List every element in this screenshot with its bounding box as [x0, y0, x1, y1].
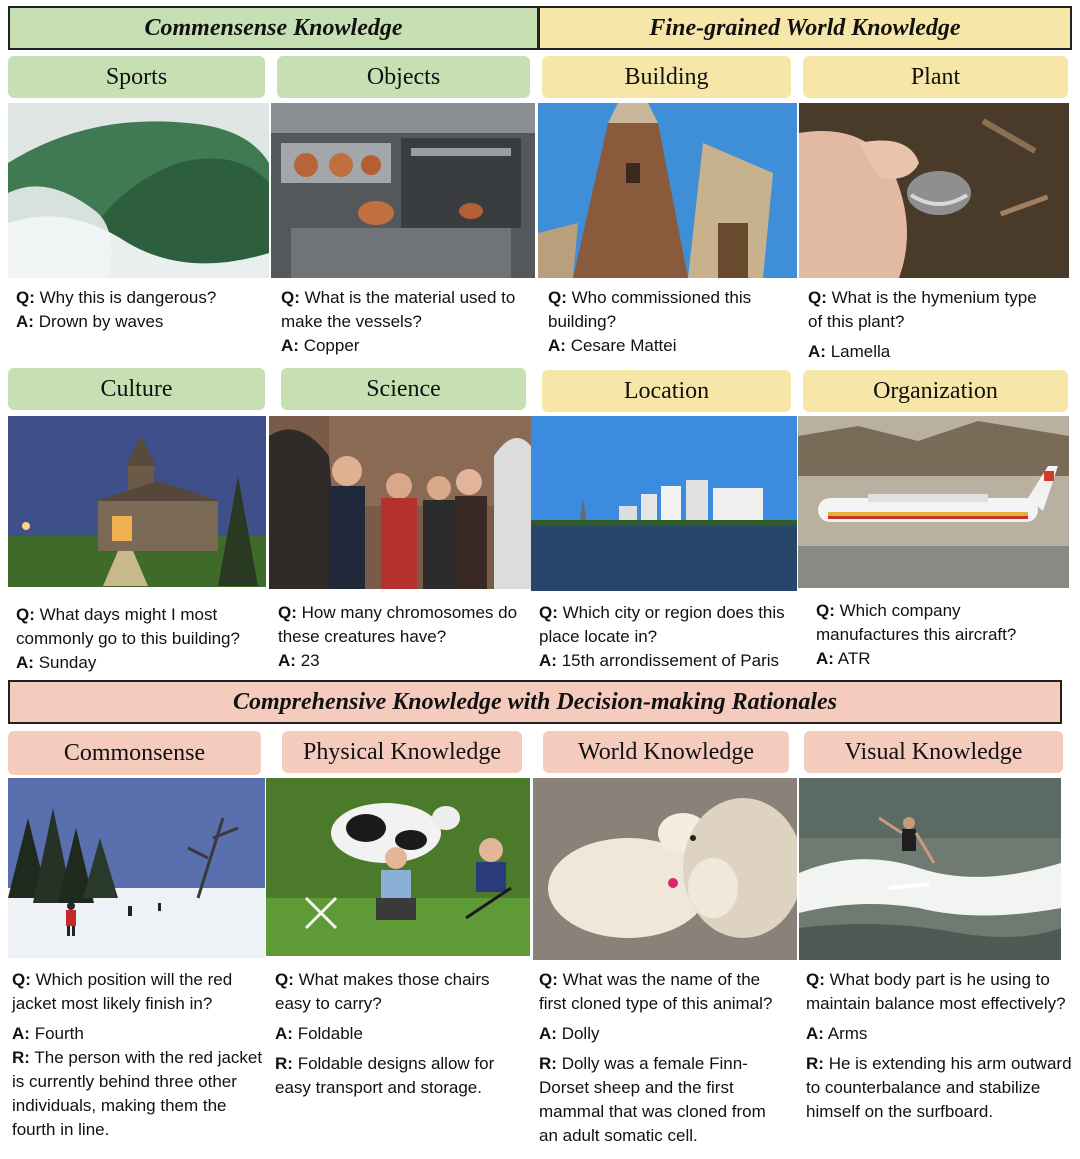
photo-church-night	[8, 416, 266, 587]
photo-sheep	[533, 778, 797, 960]
photo-cow-chairs	[266, 778, 530, 956]
answer-text: Dolly	[561, 1024, 600, 1043]
section-header-fine-grained: Fine-grained World Knowledge	[538, 6, 1072, 50]
qa-sports	[16, 286, 268, 334]
answer-label: A:	[12, 1024, 30, 1043]
qa-building	[548, 286, 788, 358]
answer-text: Copper	[303, 336, 360, 355]
question-label: Q:	[539, 970, 558, 989]
qa-physical-knowledge	[275, 968, 525, 1100]
photo-people-group	[269, 416, 531, 589]
photo-castle-building	[538, 103, 797, 278]
answer-label: A:	[816, 649, 834, 668]
qa-objects	[281, 286, 531, 358]
question-text: Why this is dangerous?	[39, 288, 217, 307]
question-text: What body part is he using to maintain balance most effectively?	[806, 970, 1066, 1013]
category-world-knowledge: World Knowledge	[543, 731, 789, 773]
answer-label: A:	[806, 1024, 824, 1043]
question-label: Q:	[548, 288, 567, 307]
answer-label: A:	[539, 1024, 557, 1043]
rationale-text: The person with the red jacket is currently behind three other individuals, making them the fourth in line.	[12, 1048, 263, 1139]
answer-label: A:	[16, 312, 34, 331]
qa-culture	[16, 603, 268, 675]
rationale-label: R:	[275, 1054, 293, 1073]
rationale-label: R:	[12, 1048, 30, 1067]
question-label: Q:	[808, 288, 827, 307]
answer-text: Drown by waves	[38, 312, 164, 331]
photo-snow-hikers	[8, 778, 265, 958]
question-text: Who commissioned this building?	[548, 288, 752, 331]
category-location: Location	[542, 370, 791, 412]
question-text: How many chromosomes do these creatures have?	[278, 603, 518, 646]
question-label: Q:	[816, 601, 835, 620]
answer-text: Cesare Mattei	[570, 336, 677, 355]
question-label: Q:	[806, 970, 825, 989]
answer-label: A:	[281, 336, 299, 355]
section-header-comprehensive: Comprehensive Knowledge with Decision-making Rationales	[8, 680, 1062, 724]
category-visual-knowledge: Visual Knowledge	[804, 731, 1063, 773]
question-label: Q:	[278, 603, 297, 622]
qa-plant	[808, 286, 1048, 364]
rationale-text: He is extending his arm outward to counterbalance and stabilize himself on the surfboard.	[806, 1054, 1072, 1121]
answer-label: A:	[16, 653, 34, 672]
qa-visual-knowledge	[806, 968, 1076, 1124]
answer-label: A:	[548, 336, 566, 355]
answer-label: A:	[275, 1024, 293, 1043]
answer-text: Arms	[827, 1024, 868, 1043]
question-label: Q:	[16, 605, 35, 624]
question-label: Q:	[16, 288, 35, 307]
answer-text: Fourth	[34, 1024, 84, 1043]
question-label: Q:	[275, 970, 294, 989]
qa-location	[539, 601, 804, 673]
question-text: What days might I most commonly go to this building?	[16, 605, 240, 648]
photo-mushroom-hand	[799, 103, 1069, 278]
question-label: Q:	[539, 603, 558, 622]
section-header-commonsense: Commensense Knowledge	[8, 6, 539, 50]
answer-text: ATR	[837, 649, 871, 668]
category-objects: Objects	[277, 56, 530, 98]
answer-text: Foldable	[297, 1024, 363, 1043]
qa-organization	[816, 599, 1056, 671]
question-text: What makes those chairs easy to carry?	[275, 970, 490, 1013]
rationale-text: Dolly was a female Finn-Dorset sheep and the first mammal that was cloned from an adult somatic cell.	[539, 1054, 766, 1145]
answer-label: A:	[539, 651, 557, 670]
qa-commonsense	[12, 968, 272, 1142]
answer-text: Lamella	[830, 342, 891, 361]
category-building: Building	[542, 56, 791, 98]
answer-text: 15th arrondissement of Paris	[561, 651, 780, 670]
rationale-text: Foldable designs allow for easy transport and storage.	[275, 1054, 495, 1097]
category-organization: Organization	[803, 370, 1068, 412]
question-text: What was the name of the first cloned type of this animal?	[539, 970, 773, 1013]
rationale-label: R:	[806, 1054, 824, 1073]
question-label: Q:	[12, 970, 31, 989]
qa-science	[278, 601, 528, 673]
category-commonsense: Commonsense	[8, 731, 261, 775]
answer-text: 23	[300, 651, 320, 670]
qa-world-knowledge	[539, 968, 789, 1148]
answer-label: A:	[278, 651, 296, 670]
photo-aircraft	[798, 416, 1069, 588]
question-text: Which city or region does this place locate in?	[539, 603, 785, 646]
answer-label: A:	[808, 342, 826, 361]
category-culture: Culture	[8, 368, 265, 410]
category-science: Science	[281, 368, 526, 410]
photo-paris-river	[531, 416, 797, 591]
category-sports: Sports	[8, 56, 265, 98]
question-text: What is the hymenium type of this plant?	[808, 288, 1037, 331]
photo-surfer-wave	[8, 103, 269, 278]
photo-surfer-arms	[799, 778, 1061, 960]
question-text: What is the material used to make the vessels?	[281, 288, 516, 331]
question-label: Q:	[281, 288, 300, 307]
photo-kitchen-copper	[271, 103, 535, 278]
question-text: Which position will the red jacket most likely finish in?	[12, 970, 233, 1013]
category-plant: Plant	[803, 56, 1068, 98]
answer-text: Sunday	[38, 653, 97, 672]
category-physical-knowledge: Physical Knowledge	[282, 731, 522, 773]
question-text: Which company manufactures this aircraft?	[816, 601, 1017, 644]
rationale-label: R:	[539, 1054, 557, 1073]
